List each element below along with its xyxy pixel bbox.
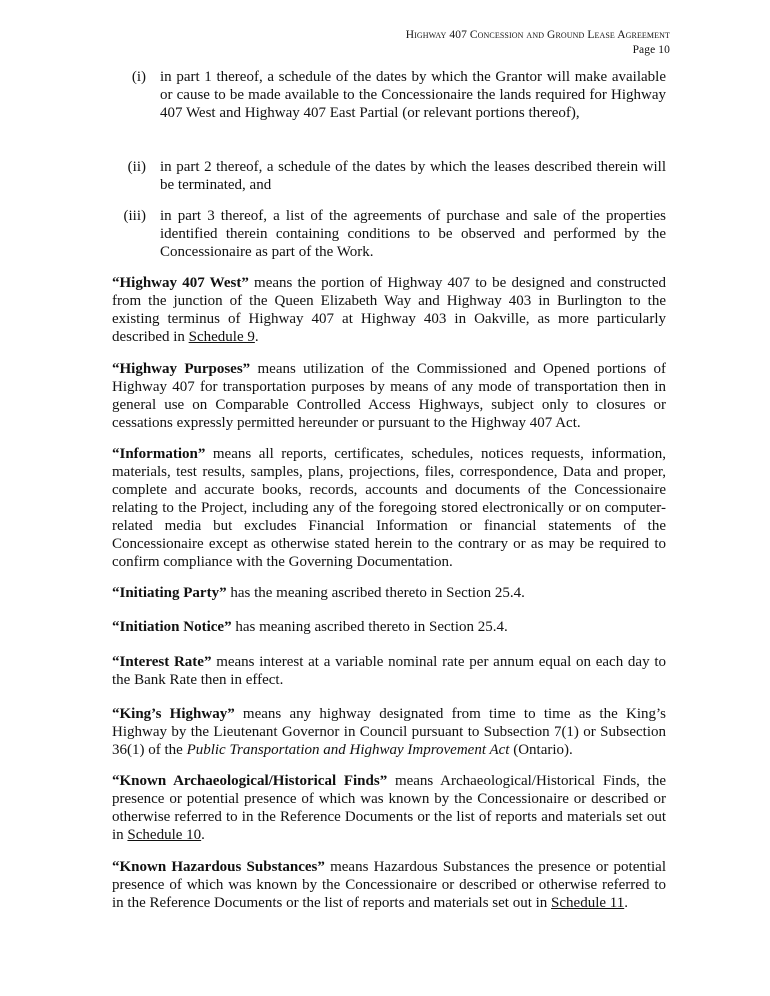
definition-text: has the meaning ascribed thereto in Section 25.4. — [226, 585, 525, 601]
defined-term: “Interest Rate” — [112, 654, 212, 670]
definition-text: means Hazardous Substances the presence or potential presence of which was known by the Concessionaire or described or otherwise referred to in the Reference Documents or the list of reports and materials set out in — [112, 859, 667, 911]
definition-text: means interest at a variable nominal rate per annum equal on each day to the Bank Rate then in effect. — [112, 654, 667, 688]
subitem-text: in part 1 thereof, a schedule of the dates by which the Grantor will make available or cause to be made available to the Concessionaire the lands required for Highway 407 West and Highway 407 East Partial (or relevant portions thereof), — [160, 69, 666, 121]
defined-term: “Initiation Notice” — [112, 619, 232, 635]
definition-end: (Ontario). — [509, 742, 573, 758]
definition-text: means utilization of the Commissioned and Opened portions of Highway 407 for transportation purposes by means of any mode of transportation then in general use on Comparable Controlled Access Highways, subject only to closures or cessations expressly permitted hereunder or pursuant to the Highway 407 Act. — [112, 361, 666, 431]
defined-term: “Highway 407 West” — [112, 275, 249, 291]
subitem-number: (iii) — [123, 208, 146, 224]
subitem-number: (i) — [131, 69, 146, 85]
schedule-reference: Schedule 9 — [188, 329, 255, 345]
act-title: Public Transportation and Highway Improvement Act — [186, 742, 510, 758]
subitem-iii — [123, 207, 666, 261]
definition-text: means any highway designated from time to time as the King’s Highway by the Lieutenant Governor in Council pursuant to Subsection 7(1) or Subsection 36(1) of the — [112, 706, 666, 758]
definition-text: means Archaeological/Historical Finds, the presence or potential presence of which was known by the Concessionaire or described or otherwise referred to in the Reference Documents or the list of reports and materials set out in — [112, 773, 666, 843]
subitem-text: in part 3 thereof, a list of the agreements of purchase and sale of the properties identified therein containing conditions to be observed and performed by the Concessionaire as part of the Work. — [160, 208, 666, 260]
document-title: Highway 407 Concession and Ground Lease Agreement — [405, 29, 670, 41]
definition-kings-highway — [112, 705, 666, 759]
definition-highway-407-west — [112, 274, 666, 346]
defined-term: “Known Hazardous Substances” — [112, 859, 325, 875]
definition-initiating-party — [112, 584, 666, 602]
definition-information — [112, 445, 666, 571]
defined-term: “Information” — [112, 446, 206, 462]
subitem-number: (ii) — [127, 159, 146, 175]
definition-end: . — [624, 895, 628, 911]
definition-text: means all reports, certificates, schedules, notices requests, information, materials, test results, samples, plans, projections, files, correspondence, Data and proper, complete and accurate books, records, accounts and documents of the Concessionaire relating to the Project, including any of the foregoing stored electronically or on computer-related media but excludes Financial Information or financial statements of the Concessionaire except as otherwise stated herein to the contrary or as may be required to confirm compliance with the Governing Documentation. — [112, 446, 666, 570]
page-header — [406, 28, 670, 58]
defined-term: “King’s Highway” — [112, 706, 235, 722]
definition-interest-rate — [112, 653, 666, 689]
defined-term: “Highway Purposes” — [112, 361, 251, 377]
definition-known-hazardous-substances — [112, 858, 666, 912]
schedule-reference: Schedule 11 — [551, 895, 625, 911]
definition-highway-purposes — [112, 360, 666, 432]
definition-text: has meaning ascribed thereto in Section 25.4. — [231, 619, 508, 635]
defined-term: “Known Archaeological/Historical Finds” — [112, 773, 388, 789]
definition-initiation-notice — [112, 618, 666, 636]
definition-end: . — [254, 329, 259, 345]
page-number: Page 10 — [632, 44, 670, 56]
subitem-text: in part 2 thereof, a schedule of the dates by which the leases described therein will be terminated, and — [160, 159, 666, 193]
definition-end: . — [201, 827, 205, 843]
definition-known-archaeological-finds — [112, 772, 666, 844]
defined-term: “Initiating Party” — [112, 585, 227, 601]
subitem-ii — [127, 158, 666, 194]
schedule-reference: Schedule 10 — [127, 827, 202, 843]
subitem-i — [131, 68, 666, 122]
definition-text: means the portion of Highway 407 to be designed and constructed from the junction of the Queen Elizabeth Way and Highway 403 in Burlington to the existing terminus of Highway 407 at Highway 403 in Oakville, as more particularly described in — [112, 275, 667, 345]
